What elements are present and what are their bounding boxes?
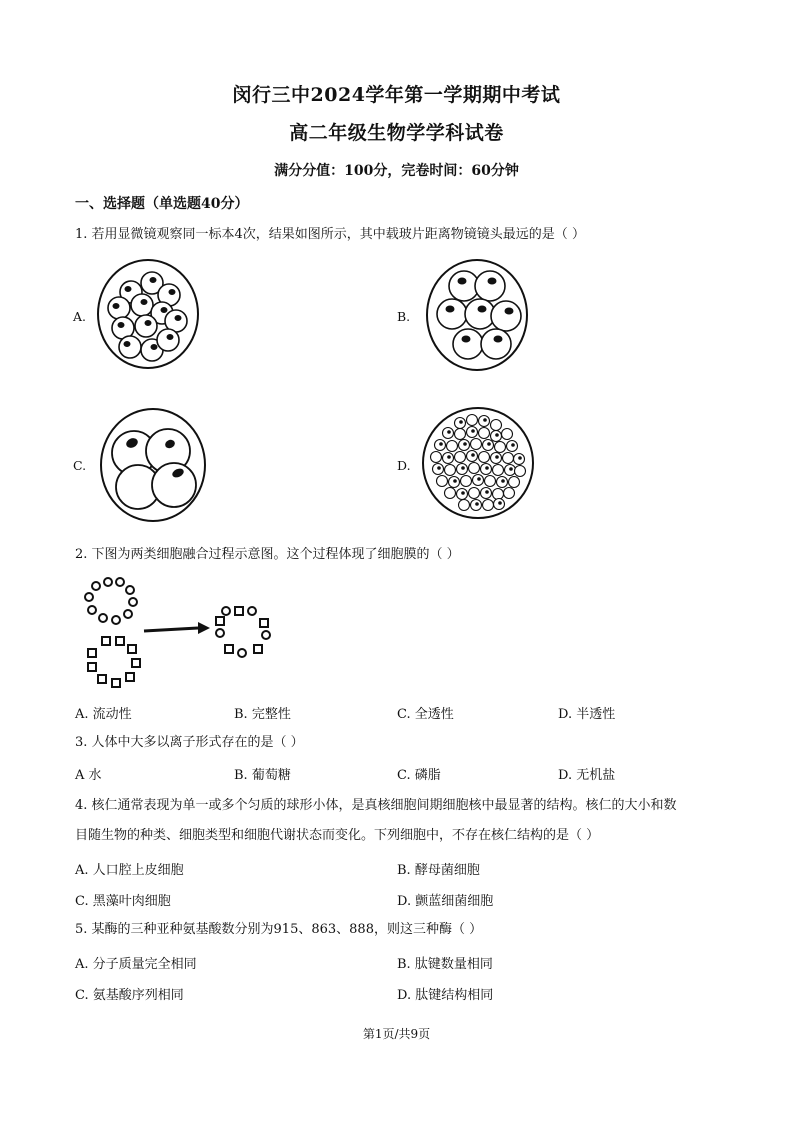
section-heading: 一、选择题（单选题40分） (75, 196, 249, 212)
microscope-field-b (424, 258, 530, 372)
q3-option-b: B. 葡萄糖 (234, 768, 291, 783)
q5-option-a: A. 分子质量完全相同 (75, 957, 197, 972)
q5-option-d: D. 肽键结构相同 (397, 988, 494, 1003)
exam-title: 闵行三中2024学年第一学期期中考试 (232, 84, 561, 106)
q1-option-a-label: A. (73, 309, 87, 324)
q3-option-a: A 水 (75, 768, 102, 783)
score-info: 满分分值：100分，完卷时间：60分钟 (274, 163, 519, 179)
q5-option-c: C. 氨基酸序列相同 (75, 988, 184, 1003)
page-number: 第1页/共9页 (362, 1027, 431, 1041)
q3-option-c: C. 磷脂 (397, 768, 441, 783)
question-3-stem: 3. 人体中大多以离子形式存在的是（ ） (75, 735, 304, 750)
microscope-field-c (98, 407, 208, 523)
cell-fusion-diagram (80, 575, 280, 695)
q4-option-d: D. 颤蓝细菌细胞 (397, 894, 494, 909)
question-5-stem: 5. 某酶的三种亚种氨基酸数分别为915、863、888，则这三种酶（ ） (75, 922, 483, 937)
question-4-stem-line-2: 目随生物的种类、细胞类型和细胞代谢状态而变化。下列细胞中，不存在核仁结构的是（ ） (75, 828, 600, 843)
question-2-stem: 2. 下图为两类细胞融合过程示意图。这个过程体现了细胞膜的（ ） (75, 547, 460, 562)
q2-option-b: B. 完整性 (234, 707, 291, 722)
microscope-field-d (420, 405, 536, 521)
question-4-stem-line-1: 4. 核仁通常表现为单一或多个匀质的球形小体，是真核细胞间期细胞核中最显著的结构。核仁的大小和数 (75, 798, 677, 813)
q5-option-b: B. 肽键数量相同 (397, 957, 493, 972)
q1-option-d-label: D. (397, 458, 411, 473)
q2-option-a: A. 流动性 (75, 707, 132, 722)
exam-subtitle: 高二年级生物学学科试卷 (289, 122, 504, 144)
question-1-stem: 1. 若用显微镜观察同一标本4次，结果如图所示，其中载玻片距离物镜镜头最远的是（ ） (75, 227, 585, 242)
microscope-field-a (96, 258, 200, 370)
q4-option-b: B. 酵母菌细胞 (397, 863, 480, 878)
q2-option-d: D. 半透性 (558, 707, 616, 722)
q4-option-c: C. 黑藻叶肉细胞 (75, 894, 171, 909)
q1-option-b-label: B. (397, 309, 411, 324)
q4-option-a: A. 人口腔上皮细胞 (75, 863, 184, 878)
q3-option-d: D. 无机盐 (558, 768, 616, 783)
q2-option-c: C. 全透性 (397, 707, 454, 722)
q1-option-c-label: C. (73, 458, 87, 473)
